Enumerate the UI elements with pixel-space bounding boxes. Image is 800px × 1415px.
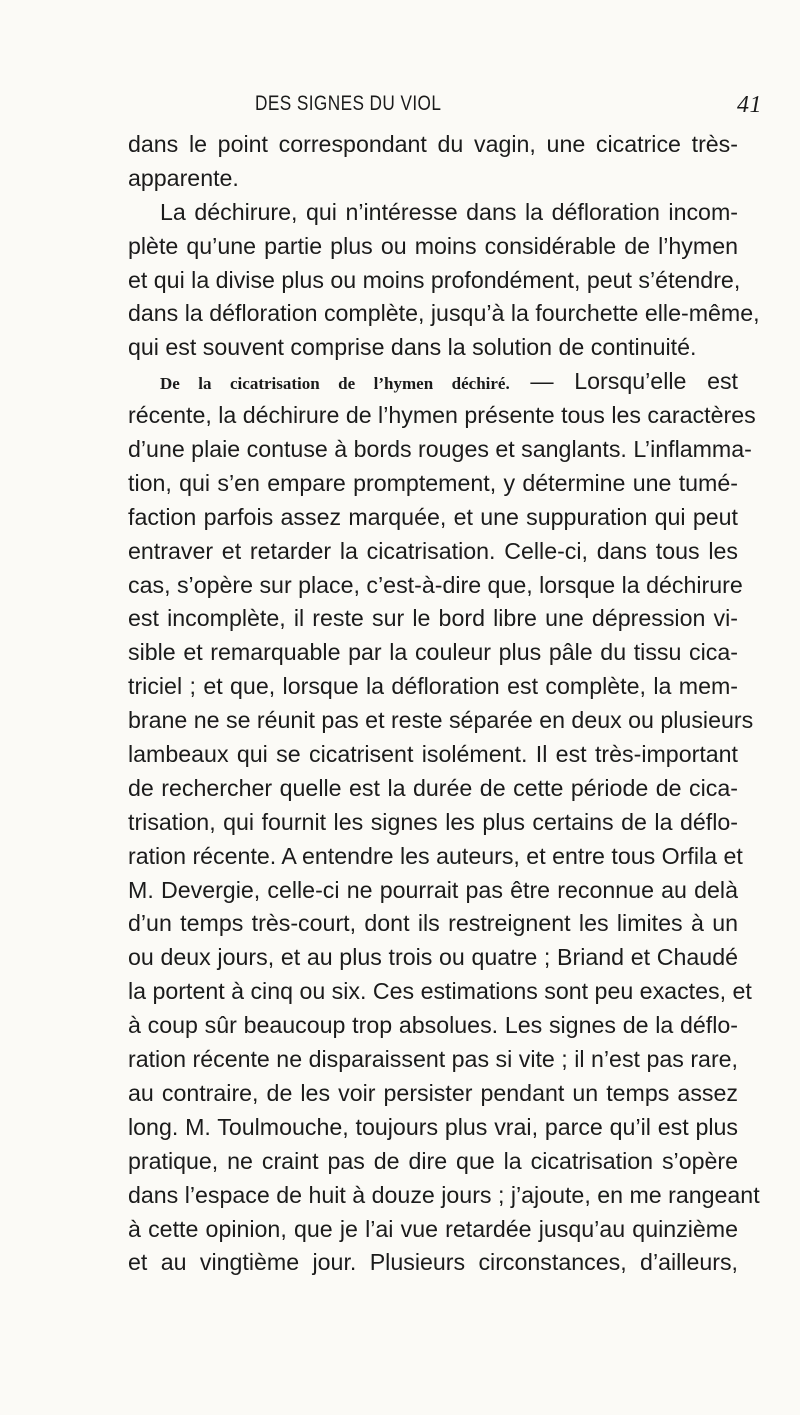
text-line: d’une plaie contuse à bords rouges et sanglants. L’inflamma- [128, 436, 752, 463]
text-line: La déchirure, qui n’intéresse dans la défloration incom- [160, 198, 738, 225]
text-line: ration récente ne disparaissent pas si vite ; il n’est pas rare, [128, 1046, 738, 1073]
text-line: au contraire, de les voir persister pendant un temps assez [128, 1079, 738, 1106]
page-number: 41 [737, 92, 762, 118]
text-line: cas, s’opère sur place, c’est-à-dire que, lorsque la déchirure [128, 571, 743, 598]
text-line: à cette opinion, que je l’ai vue retardée jusqu’au quinzième [128, 1215, 738, 1242]
text-line: pratique, ne craint pas de dire que la cicatrisation s’opère [128, 1147, 738, 1174]
text-line: apparente. [128, 164, 239, 191]
text-line: long. M. Toulmouche, toujours plus vrai, parce qu’il est plus [128, 1113, 738, 1140]
heading-continuation: — Lorsqu’elle est [509, 368, 739, 395]
text-line: de rechercher quelle est la durée de cette période de cica- [128, 774, 738, 801]
text-line: triciel ; et que, lorsque la défloration est complète, la mem- [128, 673, 738, 700]
text-line: récente, la déchirure de l’hymen présente tous les caractères [128, 402, 756, 429]
text-line: ration récente. A entendre les auteurs, et entre tous Orfila et [128, 842, 743, 869]
text-line: dans la défloration complète, jusqu’à la fourchette elle-même, [128, 300, 760, 327]
text-line: brane ne se réunit pas et reste séparée en deux ou plusieurs [128, 707, 754, 734]
text-line: d’un temps très-court, dont ils restreignent les limites à un [128, 910, 738, 937]
text-line: entraver et retarder la cicatrisation. Celle-ci, dans tous les [128, 537, 738, 564]
text-line: à coup sûr beaucoup trop absolues. Les signes de la déflo- [128, 1012, 738, 1039]
text-line [128, 365, 738, 399]
text-line: et qui la divise plus ou moins profondément, peut s’étendre, [128, 266, 741, 293]
text-line: est incomplète, il reste sur le bord libre une dépression vi- [128, 605, 738, 632]
text-line: trisation, qui fournit les signes les plus certains de la déflo- [128, 808, 738, 835]
text-line: ou deux jours, et au plus trois ou quatre ; Briand et Chaudé [128, 944, 738, 971]
text-line: lambeaux qui se cicatrisent isolément. Il est très-important [128, 741, 738, 768]
text-line: sible et remarquable par la couleur plus pâle du tissu cica- [128, 639, 738, 666]
text-line: dans l’espace de huit à douze jours ; j’ajoute, en me rangeant [128, 1181, 760, 1208]
running-title: DES SIGNES DU VIOL [255, 92, 442, 115]
text-line: plète qu’une partie plus ou moins considérable de l’hymen [128, 232, 738, 259]
text-line: dans le point correspondant du vagin, une cicatrice très- [128, 131, 738, 157]
text-line: tion, qui s’en empare promptement, y détermine une tumé- [128, 469, 738, 496]
text-line: faction parfois assez marquée, et une suppuration qui peut [128, 503, 738, 530]
body-text [128, 128, 760, 1280]
text-line: qui est souvent comprise dans la solution de continuité. [128, 334, 697, 361]
section-heading: De la cicatrisation de l’hymen déchiré. [160, 374, 510, 394]
text-line: la portent à cinq ou six. Ces estimations sont peu exactes, et [128, 978, 752, 1005]
text-line: et au vingtième jour. Plusieurs circonstances, d’ailleurs, [128, 1249, 738, 1276]
text-line: M. Devergie, celle-ci ne pourrait pas être reconnue au delà [128, 876, 738, 903]
running-header [255, 92, 762, 126]
